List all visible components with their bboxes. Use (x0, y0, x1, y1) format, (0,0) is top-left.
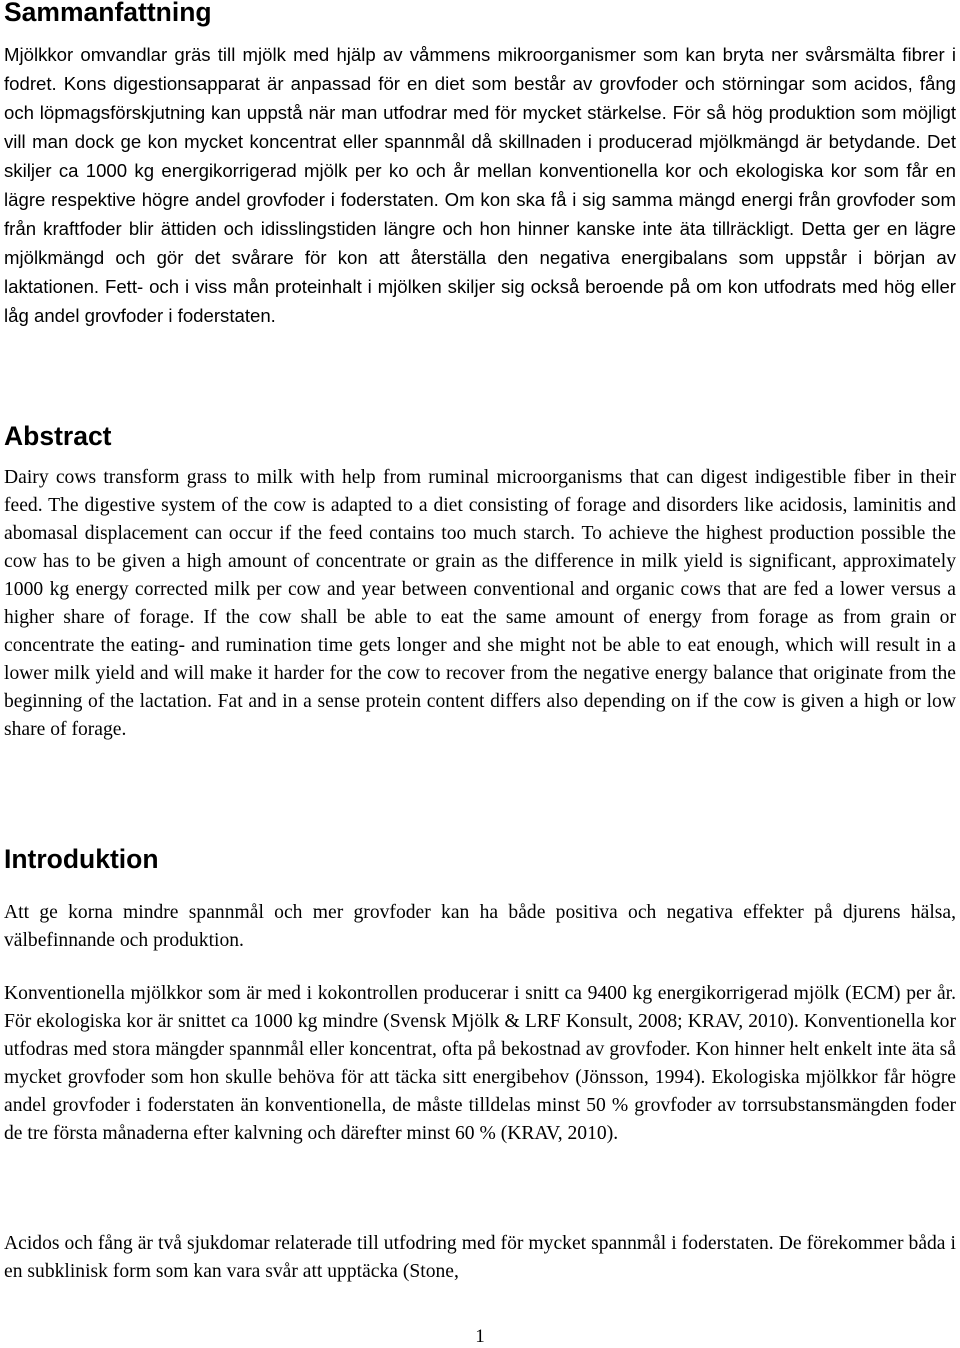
introduktion-paragraph-3: Acidos och fång är två sjukdomar relaterade till utfodring med för mycket spannmål i foderstaten. De förekommer båda i en subklinisk form som kan vara svår att upptäcka (Stone, (4, 1233, 956, 1282)
abstract-paragraph: Dairy cows transform grass to milk with help from ruminal microorganisms that can digest indigestible fiber in their feed. The digestive system of the cow is adapted to a diet consisting of forage and disorders like acidosis, laminitis and abomasal displacement can occur if the feed contains too much starch. To achieve the highest production possible the cow has to be given a high amount of concentrate or grain as the difference in milk yield is significant, approximately 1000 kg energy corrected milk per cow and year between conventional and organic cows that are fed a lower versus a higher share of forage. If the cow shall be able to eat the same amount of energy from forage as from grain or concentrate the eating- and rumination time gets longer and she might not be able to eat enough, which will result in a lower milk yield and will make it harder for the cow to recover from the negative energy balance that originate from the beginning of the lactation. Fat and in a sense protein content differs also depending on if the cow is given a high or low share of forage. (4, 467, 956, 740)
sammanfattning-paragraph: Mjölkkor omvandlar gräs till mjölk med hjälp av våmmens mikroorganismer som kan bryta ner svårsmälta fibrer i fodret. Kons digestionsapparat är anpassad för en diet som består av grovfoder och störningar som acidos, fång och löpmagsförskjutning kan uppstå när man utfodrar med för mycket stärkelse. För så hög produktion som möjligt vill man dock ge kon mycket koncentrat eller spannmål då skillnaden i producerad mjölkmängd är betydande. Det skiljer ca 1000 kg energikorrigerad mjölk per ko och år mellan konventionella kor och ekologiska kor som får en lägre respektive högre andel grovfoder i foderstaten. Om kon ska få i sig samma mängd energi från grovfoder som från kraftfoder blir ättiden och idisslingstiden längre och hon hinner kanske inte äta tillräckligt. Detta ger en lägre mjölkmängd och gör det svårare för kon att återställa den negativa energibalans som uppstår i början av laktationen. Fett- och i viss mån proteinhalt i mjölken skiljer sig också beroende på om kon utfodrats med hög eller låg andel grovfoder i foderstaten. (4, 44, 956, 326)
document-page (4, 0, 956, 1348)
heading-abstract: Abstract (4, 421, 112, 451)
introduktion-paragraph-1: Att ge korna mindre spannmål och mer grovfoder kan ha både positiva och negativa effekter på djurens hälsa, välbefinnande och produktion. (4, 902, 956, 951)
introduktion-paragraph-2: Konventionella mjölkkor som är med i kokontrollen producerar i snitt ca 9400 kg energikorrigerad mjölk (ECM) per år. För ekologiska kor är snittet ca 1000 kg mindre (Svensk Mjölk & LRF Konsult, 2008; KRAV, 2010). Konventionella kor utfodras med stora mängder spannmål eller koncentrat, ofta på bekostnad av grovfoder. Kon hinner helt enkelt inte äta så mycket grovfoder som hon skulle behöva för att täcka sitt energibehov (Jönsson, 1994). Ekologiska mjölkkor får högre andel grovfoder i foderstaten än konventionella, de måste tilldelas minst 50 % grovfoder av torrsubstansmängden foder de tre första månaderna efter kalvning och därefter minst 60 % (KRAV, 2010). (4, 983, 956, 1144)
heading-sammanfattning: Sammanfattning (4, 0, 212, 27)
page-number: 1 (475, 1326, 485, 1347)
heading-introduktion: Introduktion (4, 844, 159, 874)
